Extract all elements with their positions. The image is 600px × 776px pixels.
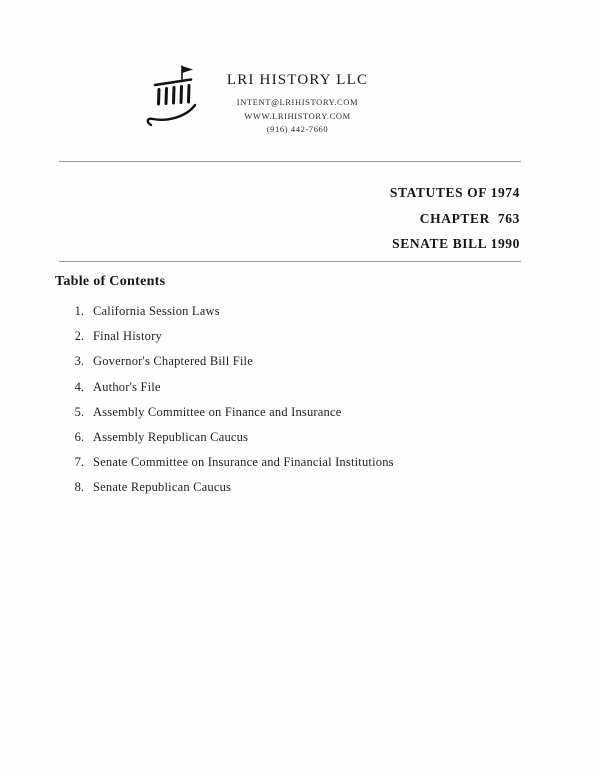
toc-item-number: 7. [74, 455, 84, 470]
toc-item [66, 405, 526, 430]
toc-item-number: 3. [74, 354, 84, 369]
toc-item [66, 304, 526, 329]
toc-list [66, 304, 526, 506]
toc-item [66, 430, 526, 455]
toc-item [66, 329, 526, 354]
company-website: WWW.LRIHISTORY.COM [244, 110, 351, 121]
toc-item-label: California Session Laws [93, 304, 220, 318]
toc-item-number: 4. [74, 379, 84, 394]
toc-title: Table of Contents [55, 274, 166, 289]
toc-item [66, 380, 526, 405]
toc-item-label: Author's File [93, 379, 161, 394]
citation-block [390, 180, 520, 257]
toc-item-number: 8. [74, 480, 84, 495]
company-phone: (916) 442-7660 [266, 124, 329, 134]
toc-item-number: 6. [74, 429, 84, 444]
company-name: LRI HISTORY LLC [226, 72, 369, 88]
top-divider [59, 161, 521, 162]
toc-item [66, 455, 526, 480]
toc-item-number: 5. [74, 404, 84, 419]
toc-item-label: Senate Committee on Insurance and Financial Institutions [93, 455, 394, 470]
senate-bill-line: SENATE BILL 1990 [392, 236, 520, 251]
capitol-sketch-logo-icon [143, 62, 205, 136]
statutes-line: STATUTES OF 1974 [389, 185, 520, 200]
toc-item-label: Governor's Chaptered Bill File [93, 354, 253, 369]
toc-item [66, 354, 526, 379]
toc-item-label: Assembly Republican Caucus [93, 429, 249, 444]
letterhead [205, 72, 390, 137]
toc-item-label: Senate Republican Caucus [93, 480, 232, 495]
middle-divider [59, 261, 521, 262]
toc-item-label: Assembly Committee on Finance and Insurance [93, 404, 342, 419]
toc-item-number: 2. [74, 329, 84, 344]
toc-item-number: 1. [74, 304, 84, 318]
company-email: INTENT@LRIHISTORY.COM [236, 97, 359, 107]
chapter-line: CHAPTER 763 [419, 210, 520, 226]
toc-item [66, 480, 526, 505]
toc-item-label: Final History [93, 329, 162, 344]
